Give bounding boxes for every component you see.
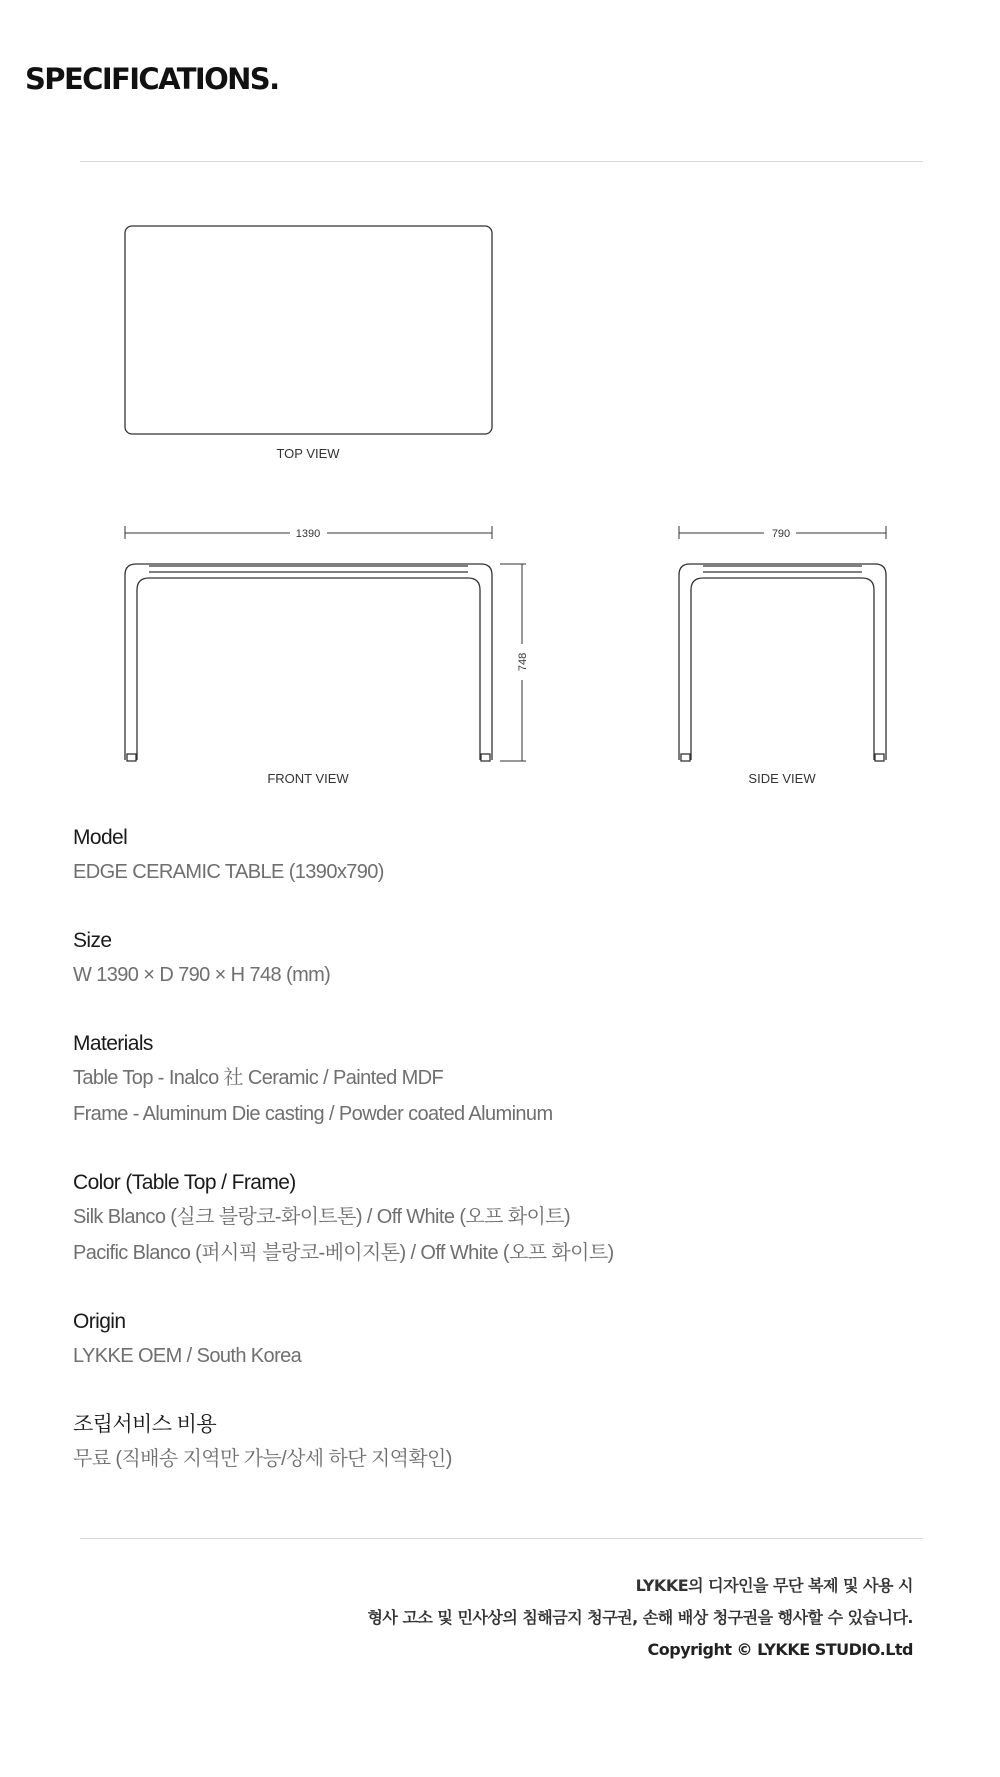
spec-label: Color (Table Top / Frame) <box>73 1171 296 1194</box>
spec-value: EDGE CERAMIC TABLE (1390x790) <box>73 861 384 883</box>
spec-origin <box>73 1306 873 1374</box>
spec-size <box>73 925 873 993</box>
height-dimension-label: 748 <box>517 652 529 672</box>
front-view-label: FRONT VIEW <box>267 771 349 786</box>
spec-value: 무료 (직배송 지역만 가능/상세 하단 지역확인) <box>73 1448 452 1470</box>
copyright-line: Copyright © LYKKE STUDIO.Ltd <box>647 1640 913 1659</box>
spec-assembly-service <box>73 1409 873 1477</box>
top-view-label: TOP VIEW <box>276 446 340 461</box>
spec-value: W 1390 × D 790 × H 748 (mm) <box>73 964 331 986</box>
notice-line-1: LYKKE의 디자인을 무단 복제 및 사용 시 <box>635 1576 913 1595</box>
spec-value: Table Top - Inalco 社 Ceramic / Painted MDF <box>73 1067 444 1089</box>
spec-value: Silk Blanco (실크 블랑코-화이트톤) / Off White (오프 화이트) <box>73 1206 571 1228</box>
width-dimension-label: 1390 <box>295 528 321 540</box>
spec-list <box>73 822 873 1512</box>
copyright-notice <box>367 1570 913 1666</box>
spec-label: Origin <box>73 1310 126 1333</box>
side-view-label: SIDE VIEW <box>748 771 816 786</box>
spec-color <box>73 1167 873 1271</box>
page-title: SPECIFICATIONS. <box>25 62 279 96</box>
depth-dimension-label: 790 <box>771 528 791 540</box>
spec-value: Pacific Blanco (퍼시픽 블랑코-베이지톤) / Off White (오프 화이트) <box>73 1242 614 1264</box>
front-view-table <box>125 564 492 761</box>
spec-label: Model <box>73 826 128 849</box>
spec-label: Size <box>73 929 112 952</box>
spec-model <box>73 822 873 890</box>
technical-drawing <box>0 0 1000 800</box>
spec-materials <box>73 1028 873 1132</box>
bottom-divider <box>80 1538 923 1539</box>
notice-line-2: 형사 고소 및 민사상의 침해금지 청구권, 손해 배상 청구권을 행사할 수 있습니다. <box>367 1608 913 1627</box>
spec-value: Frame - Aluminum Die casting / Powder coated Aluminum <box>73 1103 553 1125</box>
spec-value: LYKKE OEM / South Korea <box>73 1345 302 1367</box>
spec-label: Materials <box>73 1032 153 1055</box>
top-view-outline <box>125 226 492 434</box>
side-view-table <box>679 564 886 761</box>
spec-label: 조립서비스 비용 <box>73 1413 217 1436</box>
